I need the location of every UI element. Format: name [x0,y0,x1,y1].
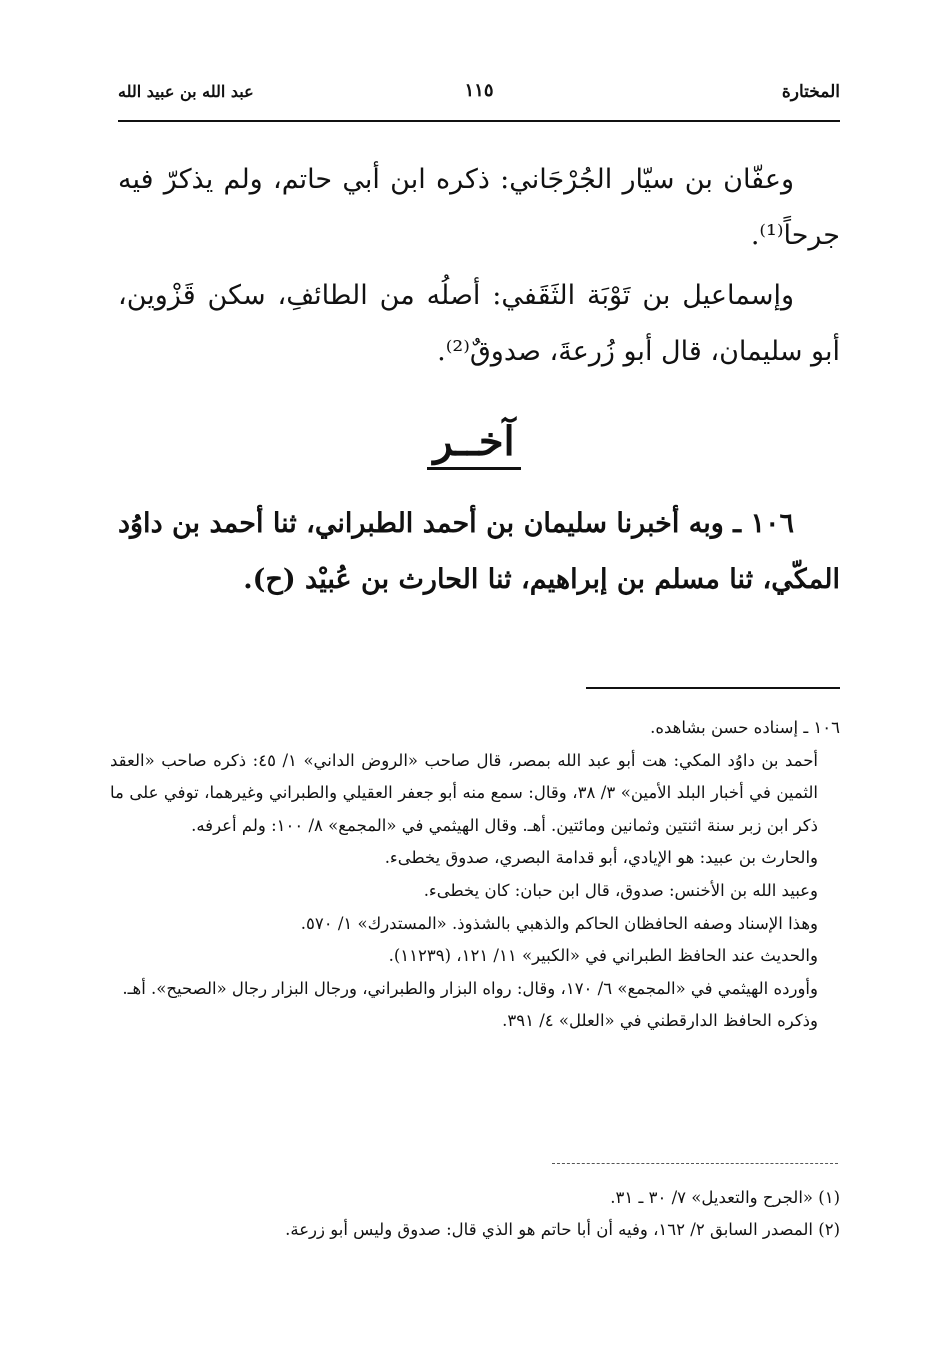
note-harith: والحارث بن عبيد: هو الإيادي، أبو قدامة البصري، صدوق يخطىء. [384,848,818,868]
note-isnad: ١٠٦ ـ إسناده حسن بشاهده. [650,718,840,737]
note-ubaidullah: وعبيد الله بن الأخنس: صدوق، قال ابن حبان: كان يخطىء. [423,880,818,900]
note-majma: وأورده الهيثمي في «المجمع» ٦/ ١٧٠، وقال: رواه البزار والطبراني، ورجال البزار رجال «الصحيح». أهـ. [122,978,818,998]
page-number: ١١٥ [464,80,494,101]
footnote-2: (٢) المصدر السابق ٢/ ١٦٢، وفيه أن أبا حاتم هو الذي قال: صدوق وليس أبو زرعة. [285,1220,840,1239]
body-paragraph-ismail: وإسماعيل بن تَوْبَة الثَقَفي: أصلُه من الطائفِ، سكن قَزْوين، أبو سليمان، قال أبو زُرعةَ، صدوقٌ⁽²⁾. [118,280,840,367]
header-divider [118,120,840,122]
note-ilal: وذكره الحافظ الدارقطني في «العلل» ٤/ ٣٩١. [502,1011,818,1031]
note-ahmad: أحمد بن داوُد المكي: هت أبو عبد الله بمصر، قال صاحب «الروض الداني» ١/ ٤٥: ذكره صاحب «العقد الثمين في أخبار البلد الأمين» ٣/ ٣٨، وقال: سمع منه أبو جعفر العقيلي والطبراني وغيرهما، توفي على ما ذكر ابن زبر سنة اثنتين وثمانين ومائتين. أهـ. وقال الهيثمي في «المجمع» ٨/ ١٠٠: ولم أعرفه. [110,750,818,835]
footnotes-divider [552,1163,838,1164]
body-paragraph-affan: وعفّان بن سيّار الجُرْجَاني: ذكره ابن أبي حاتم، ولم يذكرّ فيه جرحاً⁽¹⁾. [118,164,840,251]
hadith-paragraph: ١٠٦ ـ وبه أخبرنا سليمان بن أحمد الطبراني، ثنا أحمد بن داوُد المكّي، ثنا مسلم بن إبراهيم، ثنا الحارث بن عُبيْد (ح). [118,508,840,595]
chapter-title: عبد الله بن عبيد الله [118,82,254,101]
section-heading-text: آخــر [427,418,520,470]
footnote-1: (١) «الجرح والتعديل» ٧/ ٣٠ ـ ٣١. [610,1188,840,1207]
running-header [118,82,840,110]
note-kabir: والحديث عند الحافظ الطبراني في «الكبير» ١١/ ١٢١، (١١٢٣٩). [388,946,818,966]
note-mustadrak: وهذا الإسناد وصفه الحافظان الحاكم والذهبي بالشذوذ. «المستدرك» ١/ ٥٧٠. [300,913,818,933]
section-heading [0,418,948,465]
notes-divider [586,687,840,689]
footnotes [110,1182,840,1246]
book-title: المختارة [781,82,840,102]
commentary-notes [110,712,840,1038]
